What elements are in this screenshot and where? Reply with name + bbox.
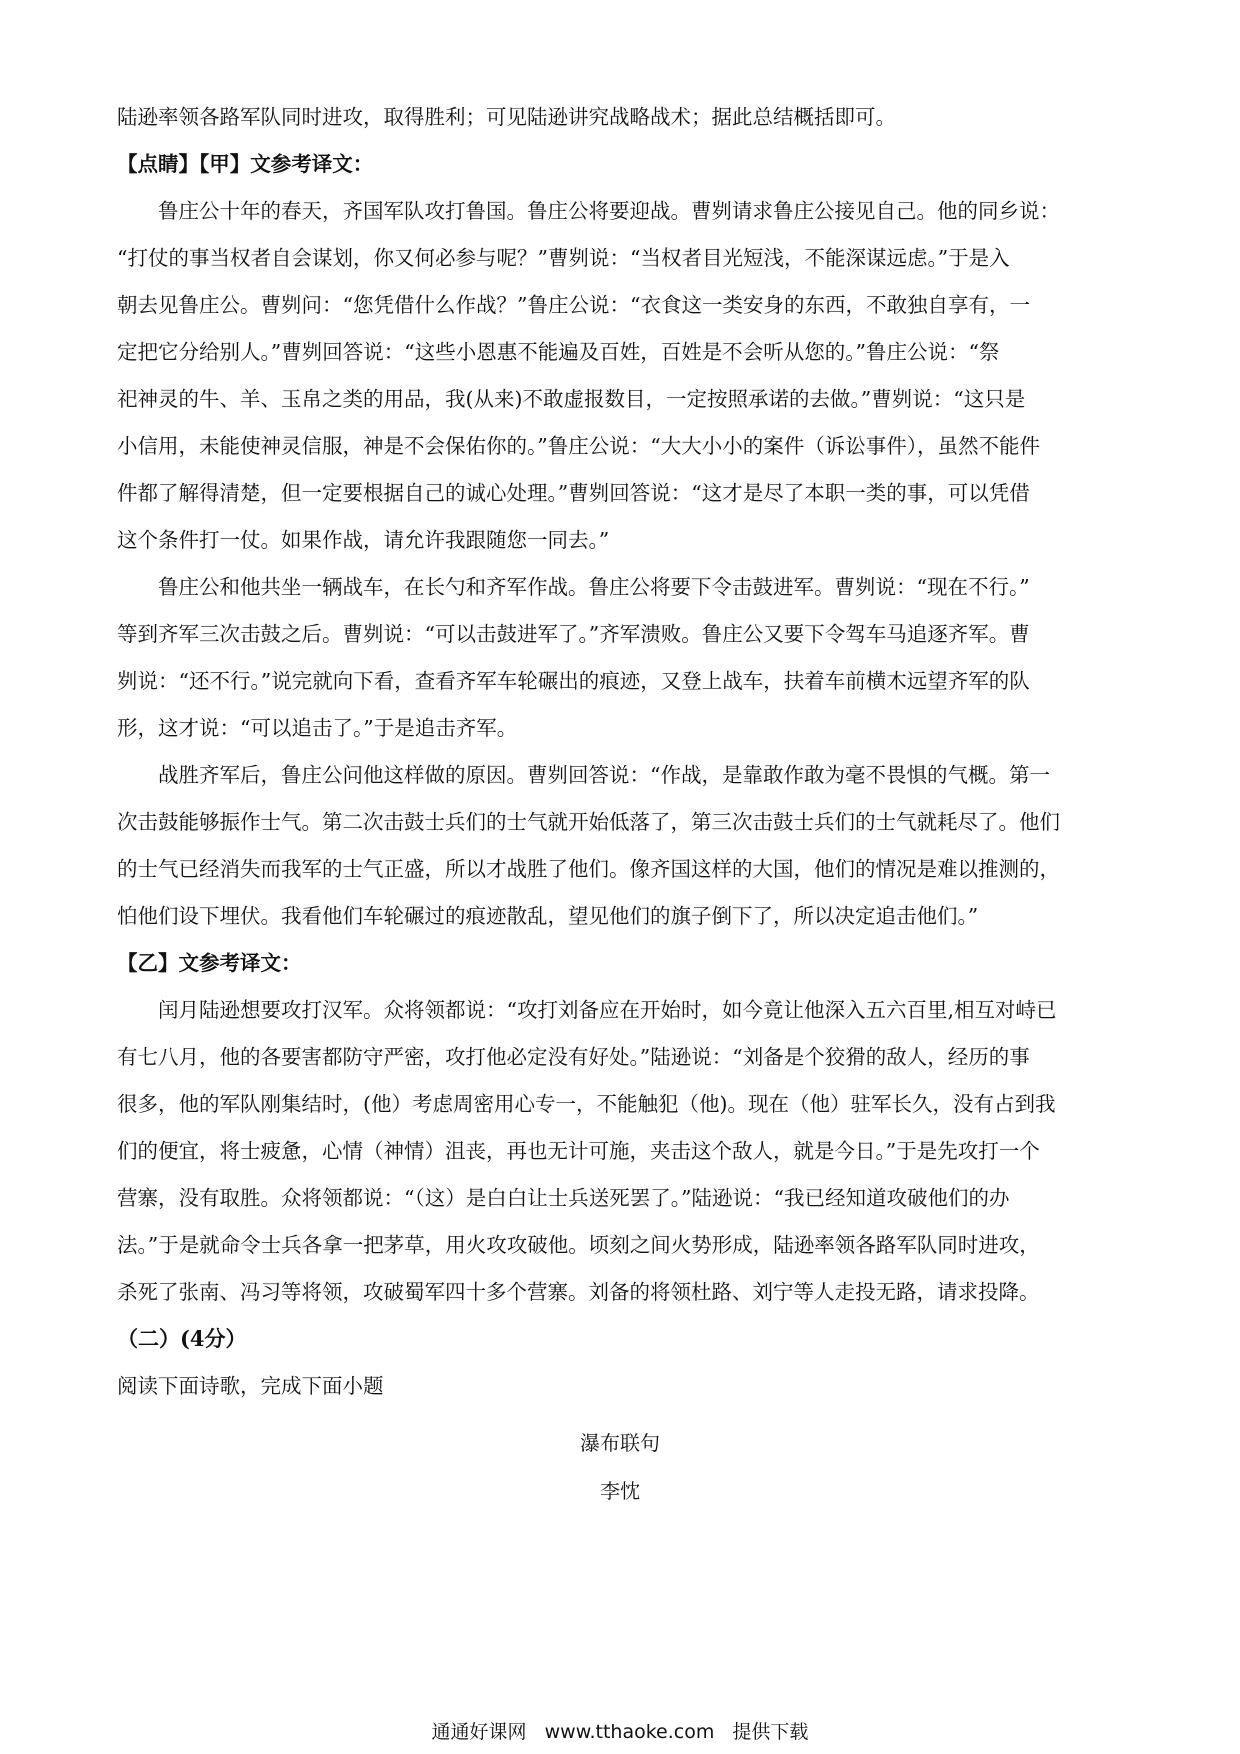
text-line: 有七八月，他的各要害都防守严密，攻打他必定没有好处。”陆逊说：“刘备是个狡猾的敌人，经历的事 [117,1045,1030,1069]
question-heading: （二）(4分） [117,1326,247,1351]
text-line: 营寨，没有取胜。众将领都说：“（这）是白白让士兵送死罢了。”陆逊说：“我已经知道攻破他们的办 [117,1186,1010,1210]
text-line: 次击鼓能够振作士气。第二次击鼓士兵们的士气就开始低落了，第三次击鼓士兵们的士气就耗尽了。他们 [117,810,1060,834]
text-line: 形，这才说：“可以追击了。”于是追击齐军。 [117,716,518,740]
text-line: 鲁庄公和他共坐一辆战车，在长勺和齐军作战。鲁庄公将要下令击鼓进军。曹刿说：“现在不行。” [158,575,1030,599]
text-line: 件都了解得清楚，但一定要根据自己的诚心处理。”曹刿回答说：“这才是尽了本职一类的事，可以凭借 [117,481,1030,505]
text-line: 怕他们设下埋伏。我看他们车轮碾过的痕迹散乱，望见他们的旗子倒下了，所以决定追击他们。” [117,904,979,928]
text-line: 陆逊率领各路军队同时进攻，取得胜利；可见陆逊讲究战略战术；据此总结概括即可。 [117,105,896,129]
text-line: 的士气已经消失而我军的士气正盛，所以才战胜了他们。像齐国这样的大国，他们的情况是难以推测的， [117,857,1060,881]
text-line: 刿说：“还不行。”说完就向下看，查看齐军车轮碾出的痕迹，又登上战车，扶着车前横木远望齐军的队 [117,669,1030,693]
text-line: 法。”于是就命令士兵各拿一把茅草，用火攻攻破他。顷刻之间火势形成，陆逊率领各路军队同时进攻， [117,1233,1040,1257]
text-line: 小信用，未能使神灵信服，神是不会保佑你的。”鲁庄公说：“大大小小的案件（诉讼事件），虽然不能件 [117,434,1040,458]
text-line: 定把它分给别人。”曹刿回答说：“这些小恩惠不能遍及百姓，百姓是不会听从您的。”鲁庄公说：“祭 [117,340,1000,364]
page-footer [0,1718,1240,1746]
text-line: 闰月陆逊想要攻打汉军。众将领都说：“攻打刘备应在开始时，如今竟让他深入五六百里,相互对峙已 [158,998,1057,1022]
footer-url: www.tthaoke.com [544,1721,715,1743]
instruction-text: 阅读下面诗歌，完成下面小题 [117,1374,384,1398]
text-line: 朝去见鲁庄公。曹刿问：“您凭借什么作战？”鲁庄公说：“衣食这一类安身的东西，不敢独自享有，一 [117,293,1030,317]
poem-author: 李忱 [600,1479,640,1503]
text-line: 鲁庄公十年的春天，齐国军队攻打鲁国。鲁庄公将要迎战。曹刿请求鲁庄公接见自己。他的同乡说： [158,199,1060,223]
text-line: 这个条件打一仗。如果作战，请允许我跟随您一同去。” [117,528,610,552]
text-line: 很多，他的军队刚集结时，(他）考虑周密用心专一，不能触犯（他)。现在（他）驻军长久，没有占到我 [117,1092,1056,1116]
section-label-jia: 【点睛】【甲】文参考译文： [117,152,374,176]
text-line: 等到齐军三次击鼓之后。曹刿说：“可以击鼓进军了。”齐军溃败。鲁庄公又要下令驾车马追逐齐军。曹 [117,622,1030,646]
poem-title: 瀑布联句 [580,1431,660,1455]
footer-site-name: 通通好课网 [431,1721,527,1743]
text-line: “打仗的事当权者自会谋划，你又何必参与呢？”曹刿说：“当权者目光短浅，不能深谋远虑。”于是入 [117,246,1010,270]
footer-suffix: 提供下载 [732,1721,809,1743]
text-line: 战胜齐军后，鲁庄公问他这样做的原因。曹刿回答说：“作战，是靠敢作敢为毫不畏惧的气概。第一 [158,763,1050,787]
text-line: 祀神灵的牛、羊、玉帛之类的用品，我(从来)不敢虚报数目，一定按照承诺的去做。”曹刿说：“这只是 [117,387,1026,411]
text-line: 们的便宜，将士疲惫，心情（神情）沮丧，再也无计可施，夹击这个敌人，就是今日。”于是先攻打一个 [117,1139,1040,1163]
text-line: 杀死了张南、冯习等将领，攻破蜀军四十多个营寨。刘备的将领杜路、刘宁等人走投无路，请求投降。 [117,1280,1040,1304]
section-label-yi: 【乙】文参考译文： [117,951,302,975]
